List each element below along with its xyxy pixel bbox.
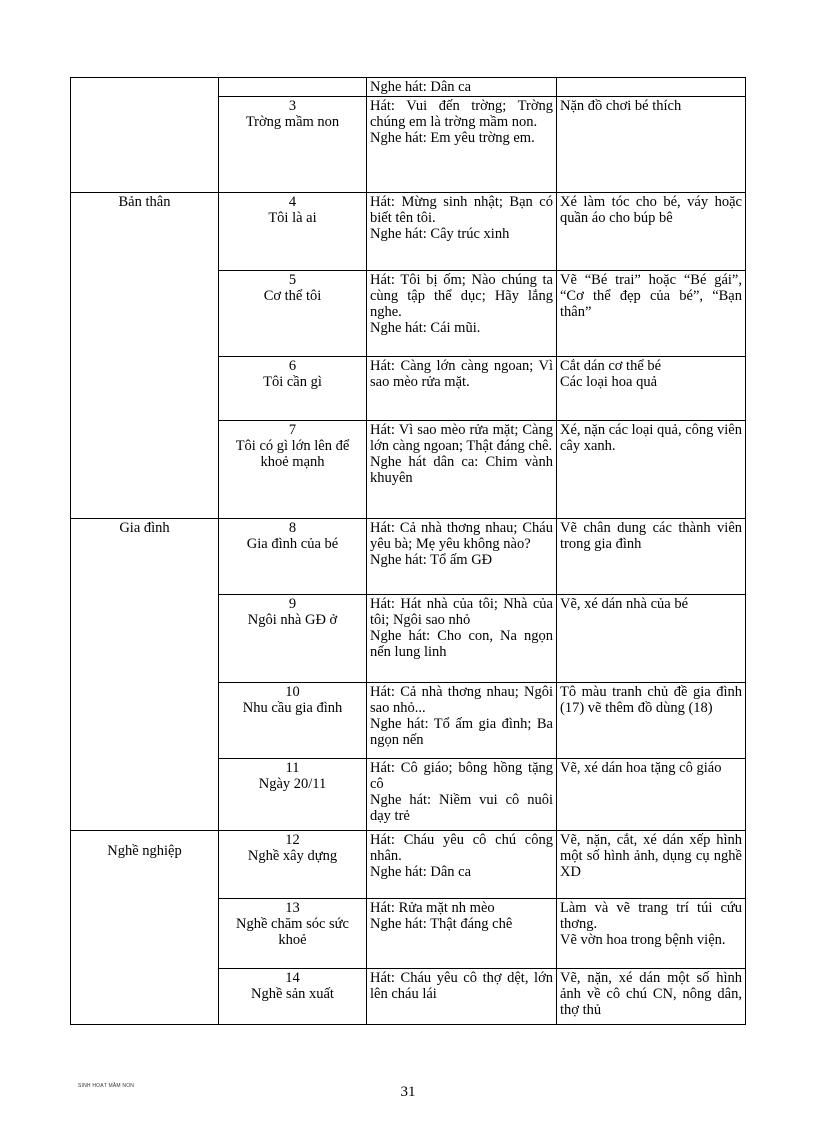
art-activity-cell bbox=[557, 595, 746, 683]
music-activity-text: Nghe hát: Cây trúc xinh bbox=[370, 226, 510, 242]
art-activity-cell bbox=[557, 421, 746, 519]
music-activity-text: Hát: Vui đến trờng; Trờng chúng em là trờng mầm non. bbox=[370, 98, 553, 130]
music-activity-text: Hát: Mừng sinh nhật; Bạn có biết tên tôi. bbox=[370, 194, 553, 226]
art-activity-cell bbox=[557, 357, 746, 421]
music-activity-text: Hát: Cô giáo; bông hồng tặng cô bbox=[370, 760, 553, 792]
week-cell bbox=[219, 357, 367, 421]
music-activity-text: Hát: Hát nhà của tôi; Nhà của tôi; Ngôi sao nhỏ bbox=[370, 596, 553, 628]
week-cell bbox=[219, 831, 367, 899]
art-activity-text: Vẽ vờn hoa trong bệnh viện. bbox=[560, 932, 726, 948]
music-activity-cell bbox=[367, 759, 557, 831]
music-activity-cell bbox=[367, 78, 557, 97]
music-activity-cell bbox=[367, 899, 557, 969]
lesson-plan-table bbox=[70, 77, 746, 1025]
art-activity-text: Nặn đồ chơi bé thích bbox=[560, 98, 682, 114]
music-activity-text: Hát: Vì sao mèo rửa mặt; Càng lớn càng ngoan; Thật đáng chê. bbox=[370, 422, 553, 454]
week-number: 8 bbox=[288, 520, 297, 536]
music-activity-text: Hát: Cháu yêu cô thợ dệt, lớn lên cháu lái bbox=[370, 970, 553, 1002]
week-cell bbox=[219, 595, 367, 683]
week-title: Tôi có gì lớn lên để khoẻ mạnh bbox=[235, 438, 350, 470]
music-activity-text: Nghe hát: Tổ ấm gia đình; Ba ngọn nến bbox=[370, 716, 553, 748]
week-number: 4 bbox=[288, 194, 297, 210]
music-activity-cell bbox=[367, 193, 557, 271]
topic-label: Gia đình bbox=[119, 520, 170, 536]
art-activity-text: Xé làm tóc cho bé, váy hoặc quần áo cho búp bê bbox=[560, 194, 742, 226]
week-cell bbox=[219, 899, 367, 969]
art-activity-text: Vẽ, nặn, xé dán một số hình ảnh về cô chú CN, nông dân, thợ thủ bbox=[560, 970, 742, 1018]
music-activity-text: Nghe hát: Em yêu trờng em. bbox=[370, 130, 535, 146]
music-activity-text: Nghe hát: Cái mũi. bbox=[370, 320, 481, 336]
week-cell bbox=[219, 969, 367, 1025]
footer-mark: SINH HOẠT MẦM NON bbox=[78, 1083, 135, 1089]
week-cell bbox=[219, 421, 367, 519]
art-activity-cell bbox=[557, 97, 746, 193]
week-number: 6 bbox=[288, 358, 297, 374]
week-title: Ngày 20/11 bbox=[258, 776, 327, 792]
music-activity-text: Hát: Cả nhà thơng nhau; Cháu yêu bà; Mẹ yêu không nào? bbox=[370, 520, 553, 552]
music-activity-cell bbox=[367, 519, 557, 595]
music-activity-text: Nghe hát: Dân ca bbox=[370, 864, 472, 880]
music-activity-cell bbox=[367, 683, 557, 759]
music-activity-cell bbox=[367, 97, 557, 193]
art-activity-text: Vẽ chân dung các thành viên trong gia đình bbox=[560, 520, 742, 552]
topic-cell bbox=[71, 519, 219, 831]
music-activity-cell bbox=[367, 831, 557, 899]
table-body bbox=[71, 78, 746, 1025]
art-activity-cell bbox=[557, 969, 746, 1025]
music-activity-text: Nghe hát: Thật đáng chê bbox=[370, 916, 513, 932]
week-title: Gia đình của bé bbox=[246, 536, 339, 552]
music-activity-text: Nghe hát dân ca: Chim vành khuyên bbox=[370, 454, 553, 486]
topic-cell bbox=[71, 78, 219, 193]
week-title: Ngôi nhà GĐ ở bbox=[247, 612, 338, 628]
music-activity-text: Hát: Rửa mặt nh mèo bbox=[370, 900, 495, 916]
week-title: Nhu cầu gia đình bbox=[242, 700, 343, 716]
week-cell bbox=[219, 519, 367, 595]
table-row bbox=[71, 831, 746, 899]
art-activity-text: Cắt dán cơ thể bé bbox=[560, 358, 662, 374]
topic-label: Nghề nghiệp bbox=[107, 843, 182, 859]
art-activity-cell bbox=[557, 683, 746, 759]
music-activity-text: Hát: Tôi bị ốm; Nào chúng ta cùng tập thể dục; Hãy lắng nghe. bbox=[370, 272, 553, 320]
art-activity-text: Các loại hoa quả bbox=[560, 374, 658, 390]
music-activity-text: Nghe hát: Dân ca bbox=[370, 79, 472, 95]
week-cell bbox=[219, 97, 367, 193]
week-number: 13 bbox=[285, 900, 300, 916]
art-activity-text: Vẽ, xé dán nhà của bé bbox=[560, 596, 689, 612]
art-activity-text: Vẽ, nặn, cắt, xé dán xếp hình một số hình ảnh, dụng cụ nghề XD bbox=[560, 832, 742, 880]
music-activity-cell bbox=[367, 421, 557, 519]
week-number: 7 bbox=[288, 422, 297, 438]
week-number: 14 bbox=[285, 970, 300, 986]
week-title: Cơ thể tôi bbox=[263, 288, 322, 304]
art-activity-cell bbox=[557, 193, 746, 271]
week-cell bbox=[219, 271, 367, 357]
topic-cell bbox=[71, 831, 219, 1025]
week-number: 12 bbox=[285, 832, 300, 848]
music-activity-cell bbox=[367, 271, 557, 357]
page-number: 31 bbox=[400, 1084, 416, 1100]
art-activity-text: Tô màu tranh chủ đề gia đình (17) vẽ thêm đồ dùng (18) bbox=[560, 684, 742, 716]
week-title: Tôi cần gì bbox=[263, 374, 322, 390]
music-activity-cell bbox=[367, 357, 557, 421]
week-title: Nghề chăm sóc sức khoẻ bbox=[236, 916, 349, 948]
music-activity-text: Nghe hát: Niềm vui cô nuôi dạy trẻ bbox=[370, 792, 553, 824]
art-activity-cell bbox=[557, 759, 746, 831]
week-number: 3 bbox=[288, 98, 297, 114]
music-activity-text: Hát: Cháu yêu cô chú công nhân. bbox=[370, 832, 553, 864]
art-activity-cell bbox=[557, 519, 746, 595]
art-activity-cell bbox=[557, 831, 746, 899]
week-title: Nghề sản xuất bbox=[251, 986, 334, 1002]
table-row bbox=[71, 519, 746, 595]
week-cell bbox=[219, 683, 367, 759]
table-row bbox=[71, 78, 746, 97]
music-activity-cell bbox=[367, 969, 557, 1025]
week-number: 9 bbox=[288, 596, 297, 612]
music-activity-text: Nghe hát: Cho con, Na ngọn nến lung linh bbox=[370, 628, 553, 660]
art-activity-text: Làm và vẽ trang trí túi cứu thơng. bbox=[560, 900, 742, 932]
art-activity-cell bbox=[557, 271, 746, 357]
week-number: 11 bbox=[285, 760, 300, 776]
music-activity-text: Hát: Cả nhà thơng nhau; Ngôi sao nhỏ... bbox=[370, 684, 553, 716]
music-activity-text: Hát: Càng lớn càng ngoan; Vì sao mèo rửa mặt. bbox=[370, 358, 553, 390]
week-number: 10 bbox=[285, 684, 300, 700]
music-activity-text: Nghe hát: Tổ ấm GĐ bbox=[370, 552, 493, 568]
week-title: Trờng mầm non bbox=[245, 114, 340, 130]
week-title: Nghề xây dựng bbox=[247, 848, 338, 864]
week-cell bbox=[219, 759, 367, 831]
topic-cell bbox=[71, 193, 219, 519]
art-activity-cell bbox=[557, 78, 746, 97]
music-activity-cell bbox=[367, 595, 557, 683]
week-number: 5 bbox=[288, 272, 297, 288]
art-activity-text: Vẽ, xé dán hoa tặng cô giáo bbox=[560, 760, 722, 776]
week-cell bbox=[219, 78, 367, 97]
week-cell bbox=[219, 193, 367, 271]
table-row bbox=[71, 193, 746, 271]
week-title: Tôi là ai bbox=[268, 210, 317, 226]
art-activity-text: Xé, nặn các loại quả, công viên cây xanh. bbox=[560, 422, 742, 454]
topic-label: Bản thân bbox=[118, 194, 171, 210]
art-activity-text: Vẽ “Bé trai” hoặc “Bé gái”, “Cơ thể đẹp của bé”, “Bạn thân” bbox=[560, 272, 742, 320]
art-activity-cell bbox=[557, 899, 746, 969]
